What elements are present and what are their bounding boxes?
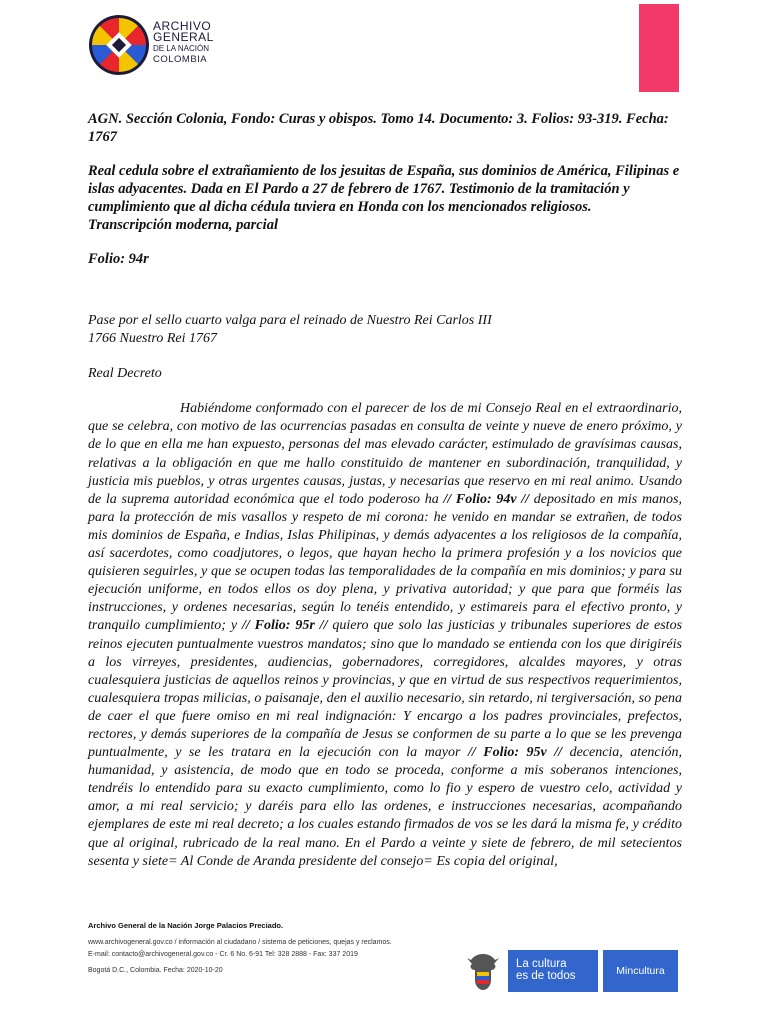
footer-contact: E-mail: contacto@archivogeneral.gov.co - Cr. 6 No. 6-91 Tel: 328 2888 - Fax: 337 2019 <box>88 951 358 958</box>
wordmark-line-general: GENERAL <box>153 30 214 44</box>
agn-wordmark <box>153 21 214 65</box>
cultura-line-2: es de todos <box>516 970 576 982</box>
mincultura-logo: Mincultura <box>603 950 678 992</box>
government-logos <box>463 950 678 992</box>
document-title: Real cedula sobre el extrañamiento de los jesuitas de España, sus dominios de América, Filipinas e islas adyacentes. Dada en El Pardo a 27 de febrero de 1767. Testimonio de la tramitación y cumplimiento que al dicha cédula tuviera en Honda con los mencionados religiosos. <box>88 163 680 215</box>
folio-marker-95v: // Folio: 95v // <box>467 745 563 761</box>
decree-text-1: Habiéndome conformado con el parecer de los de mi Consejo Real en el extraordinario, que se celebra, con motivo de las ocurrencias pasadas en consulta de veinte y nueve de enero próximo, y de lo que en ella me han expuesto, personas del mas elevado carácter, estimulado de gravísimas causas, relativas a la obligación en que me hallo constituido de mantener en subordinación, tranquilidad, y justicia mis pueblos, y otras urgentes causas, justas, y necesarias que reservo en mi real animo. Usando de la suprema autoridad económica que el todo poderoso ha <box>88 401 682 507</box>
document-header <box>88 110 688 268</box>
accent-bar <box>639 4 679 92</box>
footer-city-date: Bogotá D.C., Colombia. Fecha: 2020-10-20 <box>88 967 223 974</box>
footer-web: www.archivogeneral.gov.co / información al ciudadano / sistema de peticiones, quejas y reclamos. <box>88 939 392 946</box>
decree-paragraph <box>88 400 682 870</box>
folio-heading: Folio: 94r <box>88 251 149 267</box>
footer-institution: Archivo General de la Nación Jorge Palacios Preciado. <box>88 921 284 930</box>
transcription-note: Transcripción moderna, parcial <box>88 217 278 233</box>
wordmark-line-colombia: COLOMBIA <box>153 54 208 65</box>
agn-logo-icon <box>88 14 150 76</box>
decree-text-3: quiero que solo las justicias y tribunales superiores de estos reinos ejecuten puntualmente vuestros mandatos; sino que lo mandado se entienda con los que dirigiréis a los virreyes, presidentes, audiencias, gobernadores, corregidores, alcaldes mayores, y otras cualesquiera justicias de aquellos reinos y provincias, y que en virtud de sus respectivos requerimientos, cualesquiera tropas milicias, o paisanaje, den el auxilio necesario, sin retardo, ni tergiversación, so pena de caer el que fuere omiso en mi real indignación: Y encargo a los padres provinciales, prefectos, rectores, y demás superiores de la compañía de Jesus se conformen de su parte a lo que se les prevenga puntualmente, y se les tratara en la ejecución con la mayor <box>88 618 683 761</box>
wordmark-line-nacion: DE LA NACIÓN <box>153 44 210 53</box>
la-cultura-logo <box>508 950 598 992</box>
decree-text-2: depositado en mis manos, para la protección de mis vasallos y respeto de mi corona: he venido en mandar se extrañen, de todos mis dominios de España, e Indias, Islas Philipinas, y demás adyacentes a los religiosos de la compañía, así sacerdotes, como coadjutores, o legos, que hayan hecho la primera profesión y a los novicios que quisieren seguirles, y que se ocupen todas las temporalidades de la compañía en mis dominios; y para su ejecución uniforme, en todos ellos os doy plena, y privativa autoridad; y que para que forméis las instrucciones, y ordenes necesarias, según lo tenéis entendido, y estimareis para el efectivo pronto, y tranquilo cumplimiento; y <box>88 491 683 634</box>
seal-line: Pase por el sello cuarto valga para el reinado de Nuestro Rei Carlos III <box>88 313 492 328</box>
colombia-shield-icon <box>463 950 503 992</box>
seal-years: 1766 Nuestro Rei 1767 <box>88 331 217 347</box>
transcription-body <box>88 312 682 871</box>
page-footer <box>88 921 392 975</box>
decree-title: Real Decreto <box>88 366 162 382</box>
decree-text-4: decencia, atención, humanidad, y asistencia, de modo que en todo se proceda, conforme a mis soberanos intenciones, tendréis lo entendido para su exacto cumplimiento, como lo fio y espero de vuestro celo, actividad y amor, a mi real servicio; y daréis para ello las ordenes, e instrucciones necesarias, acompañando ejemplares de este mi real decreto; a los cuales estando firmados de vos se les dará la misma fe, y crédito que al original, rubricado de la real mano. En el Pardo a veinte y siete de febrero, de mil setecientos sesenta y siete= Al Conde de Aranda presidente del consejo= Es copia del original, <box>88 745 683 869</box>
folio-marker-94v: // Folio: 94v // <box>443 491 530 507</box>
folio-marker-95r: // Folio: 95r // <box>241 618 328 634</box>
cultura-line-1: La cultura <box>516 958 567 970</box>
archive-reference: AGN. Sección Colonia, Fondo: Curas y obispos. Tomo 14. Documento: 3. Folios: 93-319. Fecha: 1767 <box>88 111 669 145</box>
wordmark-line-archivo: ARCHIVO <box>153 19 212 33</box>
